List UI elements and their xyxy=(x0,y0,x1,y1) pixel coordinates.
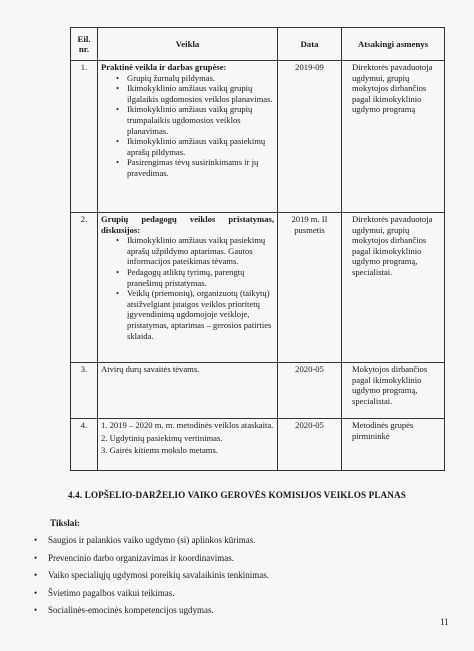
table-row xyxy=(71,61,445,213)
row-activity xyxy=(98,213,278,363)
row-responsible-text: Mokytojos dirbančios pagal ikimokyklinio ugdymo programą, specialistai. xyxy=(352,364,428,406)
header-veikla: Veikla xyxy=(98,28,278,61)
row-activity xyxy=(98,363,278,419)
row-activity xyxy=(98,61,278,213)
list-item: • Veiklų (priemonių), organizuotų (taikytų) atsižvelgiant įstaigos veiklos prioritetų įgyvendinimą ugdomojoje veikloje, pristatymas, aptarimas – gerosios patirties sklaida. xyxy=(127,288,274,341)
list-item: • Ikimokyklinio amžiaus vaikų pasiekimų aprašų užpildymo aptarimas. Gautos informacijos pateikimas tėvams. xyxy=(127,235,274,267)
numbered-line: 2. Ugdytinių pasiekimų vertinimas. xyxy=(101,432,223,443)
list-item: • Ikimokyklinio amžiaus vaikų pasiekimų aprašų pildymas. xyxy=(127,136,274,157)
numbered-line: 3. Gairės kitiems mokslo metams. xyxy=(101,445,218,456)
row-number: 1. xyxy=(71,61,98,213)
list-item: • Švietimo pagalbos vaikui teikimas. xyxy=(34,585,269,603)
list-item: • Socialinės-emocinės kompetencijos ugdymas. xyxy=(34,602,269,620)
section-heading: 4.4. LOPŠELIO-DARŽELIO VAIKO GEROVĖS KOMISIJOS VEIKLOS PLANAS xyxy=(68,490,406,500)
header-atsakingi: Atsakingi asmenys xyxy=(342,28,445,61)
row-number: 2. xyxy=(71,213,98,363)
activity-bullet-list xyxy=(101,235,274,341)
row-responsible xyxy=(342,61,445,213)
table-row xyxy=(71,213,445,363)
row-responsible xyxy=(342,419,445,471)
table-row xyxy=(71,419,445,471)
numbered-line: 1. 2019 – 2020 m. m. metodinės veiklos ataskaita. xyxy=(101,420,274,430)
row-date: 2020-05 xyxy=(278,419,342,471)
list-item: • Grupių žurnalų pildymas. xyxy=(127,73,274,84)
row-activity-title: Praktinė veikla ir darbas grupėse: xyxy=(101,62,227,72)
row-responsible xyxy=(342,213,445,363)
list-item: • Vaiko specialiųjų ugdymosi poreikių savalaikinis tenkinimas. xyxy=(34,567,269,585)
row-date: 2020-05 xyxy=(278,363,342,419)
row-activity-title: Grupių pedagogų veiklos pristatymas, diskusijos: xyxy=(101,214,274,235)
list-item: • Pedagogų atliktų tyrimų, parengtų pranešimų pristatymas. xyxy=(127,267,274,288)
table-header-row xyxy=(71,28,445,61)
list-item: • Prevencinio darbo organizavimas ir koordinavimas. xyxy=(34,550,269,568)
row-responsible-text: Direktorės pavaduotoja ugdymui, grupių mokytojos dirbančios pagal ikimokyklinio ugdymo programą, specialistai. xyxy=(352,214,433,277)
row-number: 3. xyxy=(71,363,98,419)
list-item: • Ikimokyklinio amžiaus vaikų grupių ilgalaikis ugdomosios veiklos planavimas. xyxy=(127,83,274,104)
row-date: 2019 m. II pusmetis xyxy=(278,213,342,363)
row-date: 2019-09 xyxy=(278,61,342,213)
row-activity-text: Atvirų durų savaitės tėvams. xyxy=(101,364,200,374)
page-number: 11 xyxy=(440,617,449,627)
activity-plan-table xyxy=(70,27,445,471)
list-item: • Saugios ir palankios vaiko ugdymo (si) aplinkos kūrimas. xyxy=(34,532,269,550)
table-row xyxy=(71,363,445,419)
goals-list xyxy=(34,532,269,620)
row-responsible-text: Direktorės pavaduotoja ugdymui, grupių mokytojos dirbančios pagal ikimokyklinio ugdymo programą xyxy=(352,62,433,115)
header-nr: Eil. nr. xyxy=(71,28,98,61)
row-responsible-text: Metodinės grupės pirmininkė xyxy=(352,420,414,441)
row-responsible xyxy=(342,363,445,419)
goals-label: Tikslai: xyxy=(50,518,80,528)
list-item: • Ikimokyklinio amžiaus vaikų grupių trumpalaikis ugdomosios veiklos planavimas. xyxy=(127,104,274,136)
list-item: • Pasirengimas tėvų susirinkimams ir jų pravedimas. xyxy=(127,157,274,178)
activity-bullet-list xyxy=(101,73,274,179)
row-activity xyxy=(98,419,278,471)
row-number: 4. xyxy=(71,419,98,471)
header-data: Data xyxy=(278,28,342,61)
